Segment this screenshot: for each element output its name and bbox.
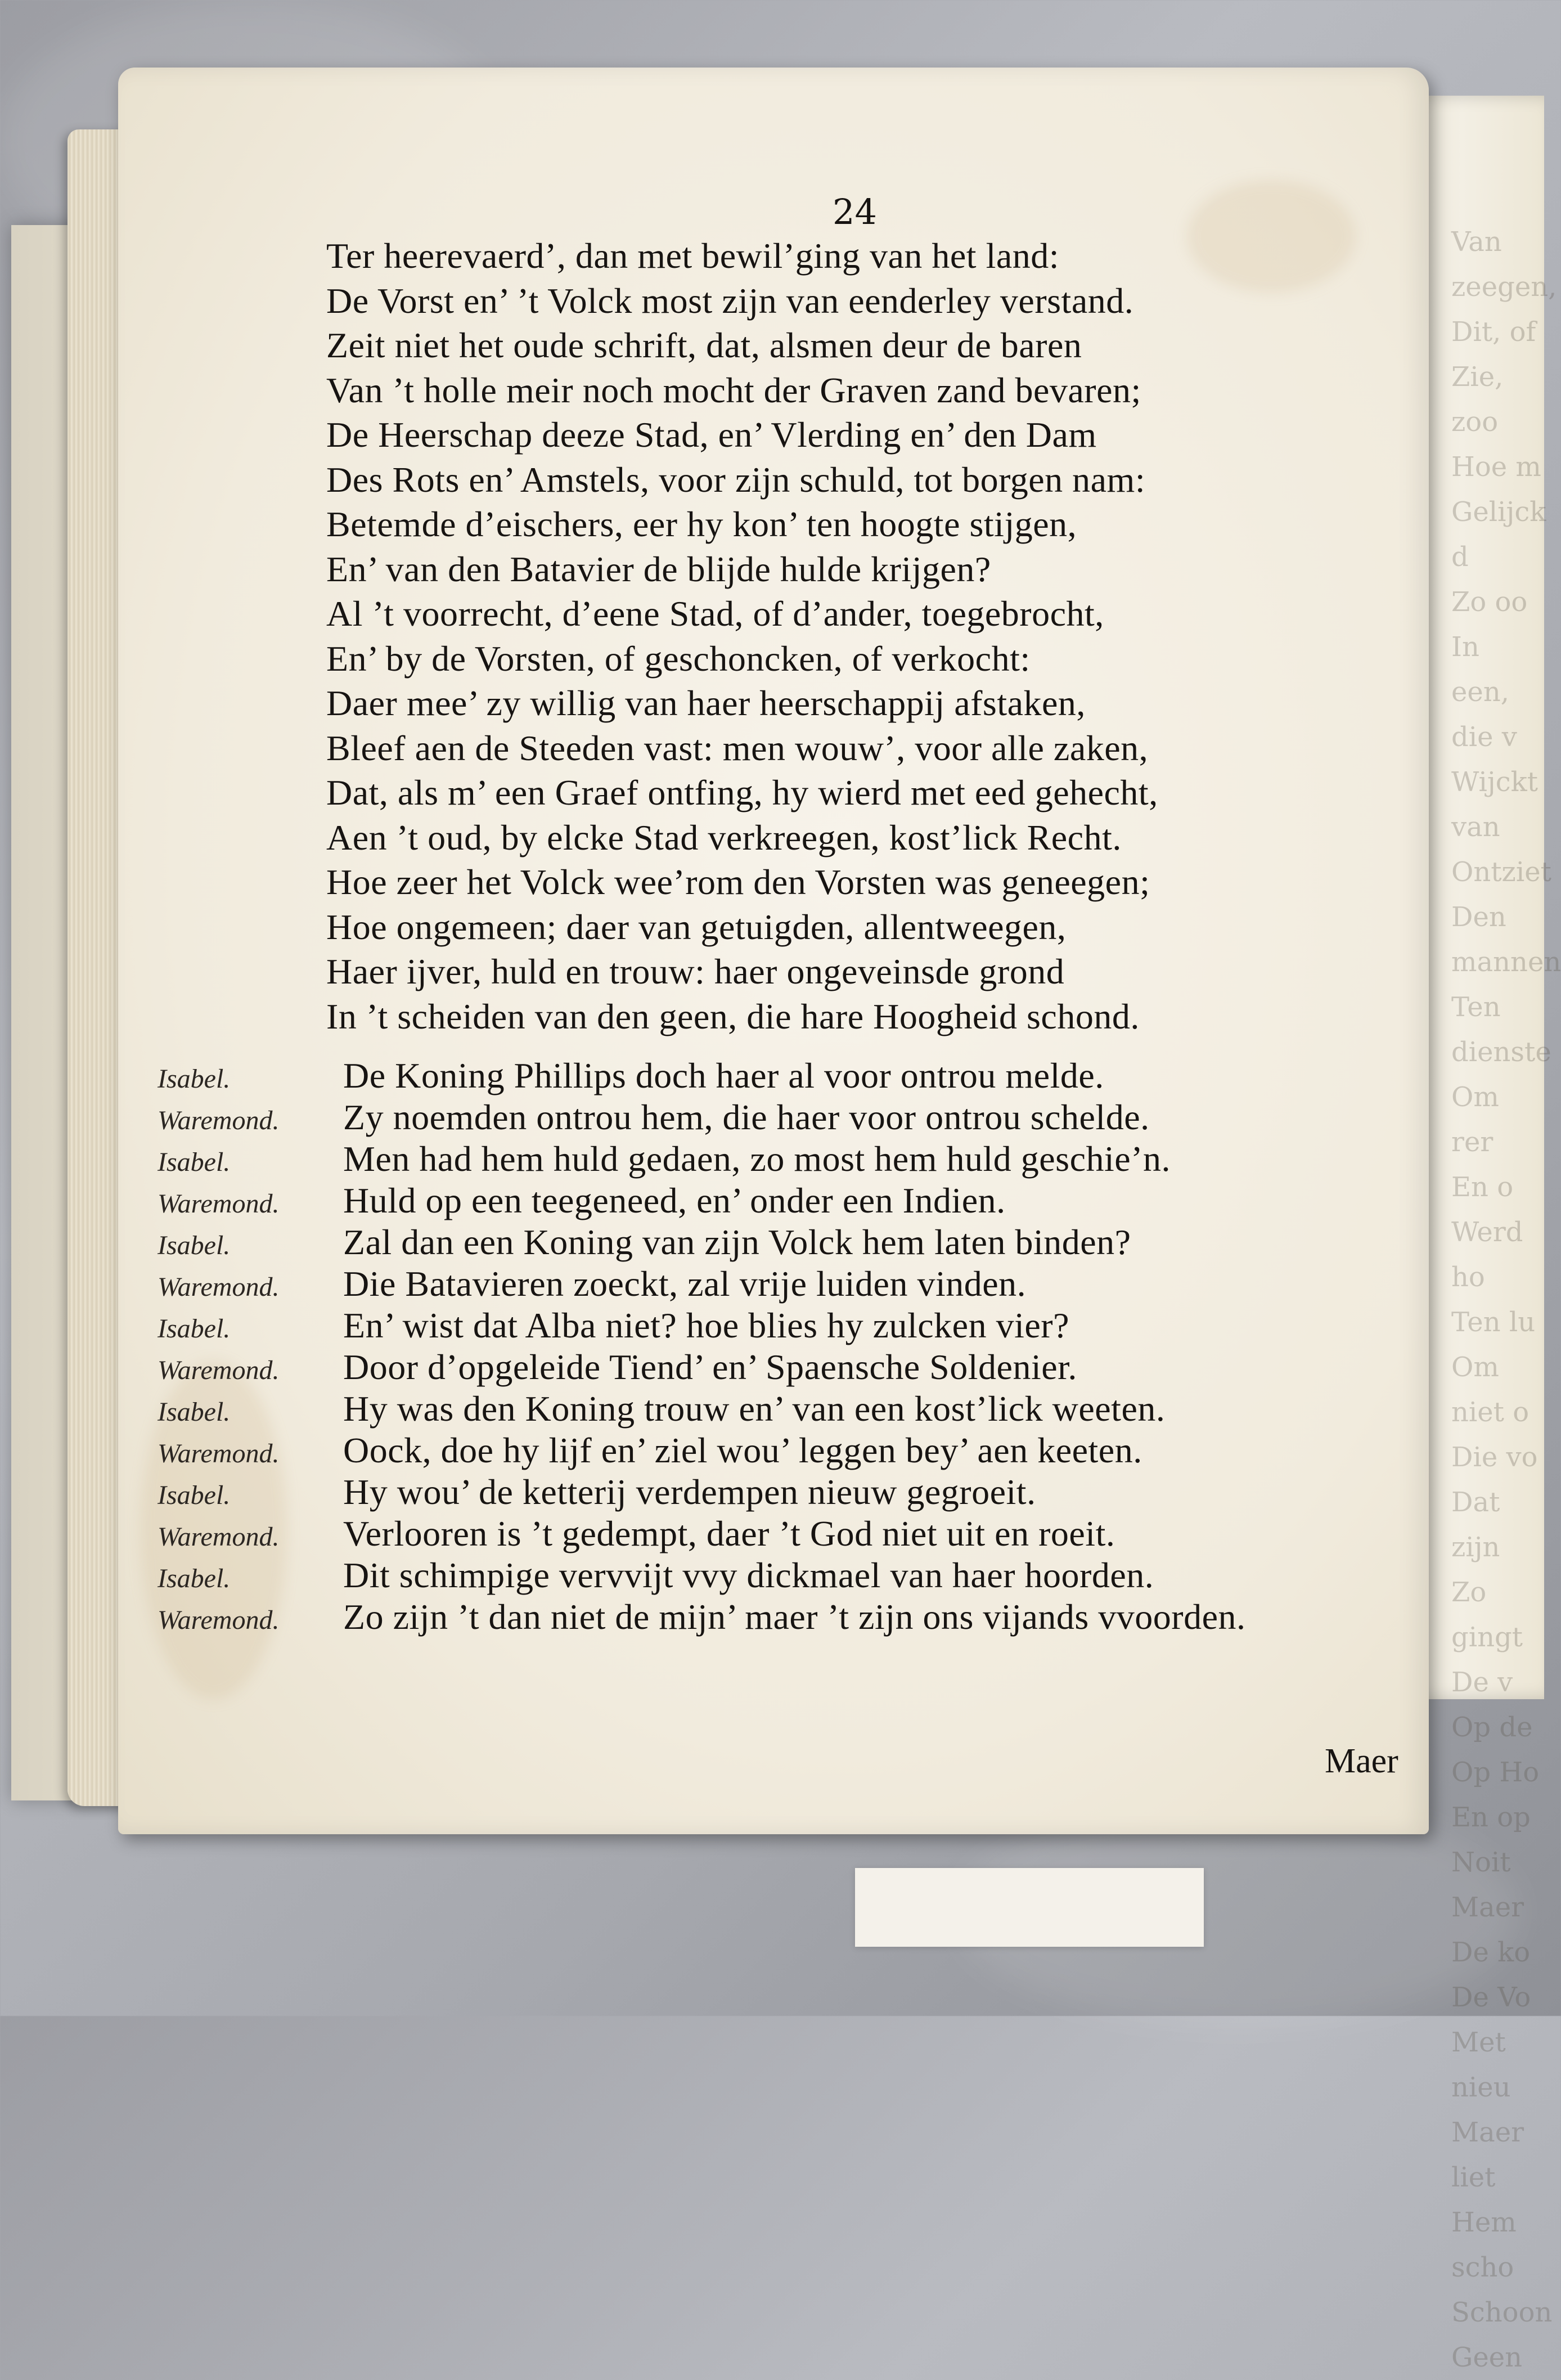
speaker-name: Isabel. [158,1064,231,1094]
dialogue-text: Verlooren is ’t gedempt, daer ’t God niet uit en roeit. [343,1514,1115,1553]
verse-line: Zeit niet het oude schrift, dat, alsmen deur de baren [326,325,1082,365]
facing-page-fragment: Maer [1451,1892,1524,1923]
facing-page-fragment: De v [1451,1667,1513,1698]
dialogue-line [158,1055,1395,1097]
verse-line: En’ van den Batavier de blijde hulde krijgen? [326,549,991,589]
facing-page-bleed-text [1451,219,1561,2380]
verse-line: Haer ijver, huld en trouw: haer ongeveinsde grond [326,951,1065,991]
facing-page-fragment: Ten dienste [1451,991,1551,1068]
catchword: Maer [1325,1742,1398,1780]
speaker-name: Waremond. [158,1189,280,1219]
verse-block [326,233,1395,1039]
paper-patch [855,1868,1204,1947]
speaker-name: Isabel. [158,1480,231,1510]
facing-page-fragment: De ko [1451,1937,1531,1968]
facing-page-fragment: Hoe m [1451,451,1541,483]
verse-line: Hoe zeer het Volck wee’rom den Vorsten was geneegen; [326,862,1150,902]
facing-page-fragment: Op Ho [1451,1757,1540,1788]
speaker-name: Waremond. [158,1439,280,1469]
dialogue-line [158,1555,1395,1596]
speaker-name: Waremond. [158,1106,280,1135]
dialogue-line [158,1263,1395,1305]
dialogue-line [158,1138,1395,1180]
dialogue-line [158,1430,1395,1471]
dialogue-text: Huld op een teegeneed, en’ onder een Indien. [343,1180,1006,1220]
facing-page-fragment: Werd ho [1451,1216,1523,1293]
facing-page-fragment: Dit, of [1451,316,1536,348]
verse-line: Aen ’t oud, by elcke Stad verkreegen, kost’lick Recht. [326,817,1122,857]
dialogue-block [158,1055,1395,1638]
speaker-name: Isabel. [158,1397,231,1427]
facing-page-fragment: Schoon [1451,2297,1553,2328]
verse-line: Bleef aen de Steeden vast: men wouw’, voor alle zaken, [326,728,1149,768]
dialogue-text: Zy noemden ontrou hem, die haer voor ontrou schelde. [343,1097,1150,1137]
dialogue-line [158,1097,1395,1138]
facing-page-fragment: Dat zijn [1451,1487,1500,1563]
page-number: 24 [833,191,877,232]
dialogue-line [158,1513,1395,1555]
dialogue-text: Hy was den Koning trouw en’ van een kost’lick weeten. [343,1389,1166,1429]
dialogue-text: Men had hem huld gedaen, zo most hem huld geschie’n. [343,1139,1171,1179]
dialogue-text: Oock, doe hy lijf en’ ziel wou’ leggen bey’ aen keeten. [343,1430,1142,1470]
dialogue-line [158,1346,1395,1388]
verse-line: In ’t scheiden van den geen, die hare Hoogheid schond. [326,996,1140,1036]
dialogue-text: Hy wou’ de ketterij verdempen nieuw gegroeit. [343,1472,1036,1512]
verse-line: De Vorst en’ ’t Volck most zijn van eenderley verstand. [326,280,1134,321]
speaker-name: Waremond. [158,1605,280,1635]
verse-line: Hoe ongemeen; daer van getuigden, allentweegen, [326,906,1067,947]
dialogue-line [158,1388,1395,1430]
facing-page-fragment: En o [1451,1171,1514,1203]
verse-line: Betemde d’eischers, eer hy kon’ ten hoogte stijgen, [326,504,1077,544]
speaker-name: Waremond. [158,1522,280,1552]
verse-line: Des Rots en’ Amstels, voor zijn schuld, tot borgen nam: [326,459,1146,500]
speaker-name: Waremond. [158,1355,280,1385]
facing-page-fragment: Hem scho [1451,2207,1517,2283]
speaker-name: Isabel. [158,1147,231,1177]
dialogue-text: Zo zijn ’t dan niet de mijn’ maer ’t zijn ons vijands vvoorden. [343,1597,1246,1637]
facing-page-fragment: Zo oo [1451,586,1528,618]
facing-page-fragment: En op [1451,1802,1531,1833]
facing-page-fragment: Zo gingt [1451,1577,1523,1653]
speaker-name: Waremond. [158,1272,280,1302]
dialogue-text: Zal dan een Koning van zijn Volck hem laten binden? [343,1222,1131,1262]
verse-line: Van ’t holle meir noch mocht der Graven zand bevaren; [326,370,1141,410]
dialogue-line [158,1596,1395,1638]
verse-line: Dat, als m’ een Graef ontfing, hy wierd met eed gehecht, [326,773,1158,812]
dialogue-text: Die Batavieren zoeckt, zal vrije luiden vinden. [343,1264,1027,1304]
facing-page-fragment: Om niet o [1451,1351,1529,1428]
dialogue-text: Door d’opgeleide Tiend’ en’ Spaensche Soldenier. [343,1347,1077,1387]
dialogue-line [158,1222,1395,1263]
facing-page-fragment: Van zeegen, [1451,226,1557,303]
verse-line: Ter heerevaerd’, dan met bewil’ging van het land: [326,236,1060,276]
speaker-name: Isabel. [158,1564,231,1593]
verse-line: En’ by de Vorsten, of geschoncken, of verkocht: [326,638,1031,679]
facing-page-fragment: Ten lu [1451,1306,1536,1338]
dialogue-text: Dit schimpige vervvijt vvy dickmael van haer hoorden. [343,1555,1154,1595]
facing-page-fragment: Zie, zoo [1451,361,1504,438]
facing-page-fragment: Geen [1451,2342,1523,2373]
dialogue-line [158,1305,1395,1346]
dialogue-line [158,1471,1395,1513]
verse-line: Daer mee’ zy willig van haer heerschappij afstaken, [326,683,1086,723]
speaker-name: Isabel. [158,1231,231,1260]
verse-line: Al ’t voorrecht, d’eene Stad, of d’ander, toegebrocht, [326,594,1104,634]
facing-page-fragment: Die vo [1451,1442,1538,1473]
speaker-name: Isabel. [158,1314,231,1344]
facing-page-fragment: Wijckt van [1451,766,1538,843]
facing-page-fragment: Noit [1451,1847,1511,1878]
facing-page-fragment: De Vo [1451,1982,1531,2013]
facing-page-fragment: Den mannen [1451,901,1561,978]
verse-line: De Heerschap deeze Stad, en’ Vlerding en’ den Dam [326,415,1097,455]
dialogue-text: En’ wist dat Alba niet? hoe blies hy zulcken vier? [343,1305,1069,1345]
facing-page-fragment: Ontziet [1451,856,1551,888]
facing-page-fragment: Gelijck d [1451,496,1546,573]
dialogue-text: De Koning Phillips doch haer al voor ontrou melde. [343,1056,1104,1095]
facing-page-fragment: Maer liet [1451,2117,1524,2193]
dialogue-line [158,1180,1395,1222]
facing-page-fragment: In een, die v [1451,631,1517,753]
facing-page-fragment: Met nieu [1451,2027,1511,2103]
facing-page-fragment: Op de [1451,1712,1533,1743]
facing-page-fragment: Om rer [1451,1081,1499,1158]
